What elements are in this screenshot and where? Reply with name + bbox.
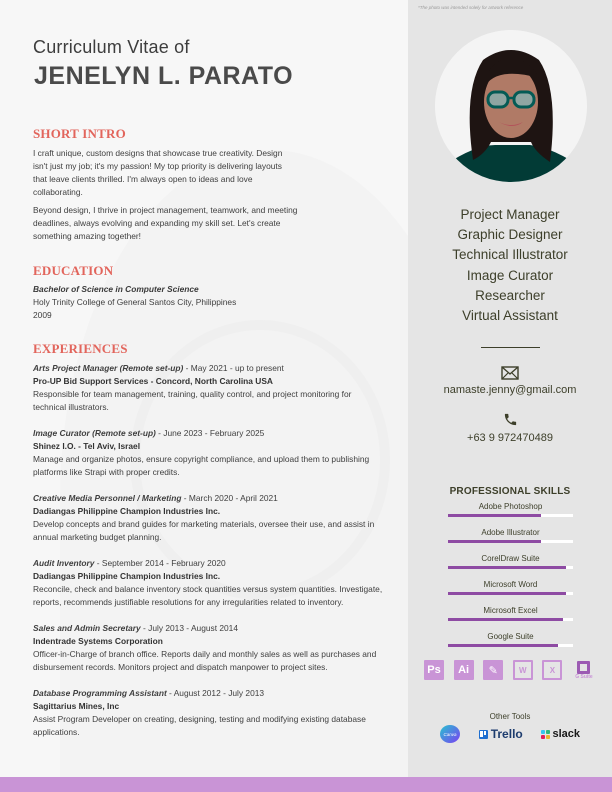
excel-icon: X: [542, 660, 562, 680]
company: Shinez I.O. - Tel Aviv, Israel: [33, 441, 141, 451]
skill-bar: [448, 501, 573, 517]
slack-icon: [541, 730, 550, 739]
job-period: - June 2023 - February 2025: [155, 428, 265, 438]
company: Pro-UP Bid Support Services - Concord, North Carolina USA: [33, 376, 273, 386]
envelope-icon: [408, 366, 612, 385]
skill-label: Google Suite: [487, 632, 534, 641]
company: Indentrade Systems Corporation: [33, 636, 163, 646]
skill-bar: [448, 605, 573, 621]
title-item: Researcher: [475, 287, 545, 303]
skill-fill: [448, 592, 566, 595]
slack-logo: [541, 728, 580, 740]
experience-item: [33, 557, 383, 609]
company: Sagittarius Mines, Inc: [33, 701, 120, 711]
graduation-year: 2009: [33, 310, 52, 320]
skill-fill: [448, 540, 541, 543]
job-role: Sales and Admin Secretary: [33, 623, 141, 633]
software-icons: [424, 657, 596, 683]
slack-label: slack: [552, 728, 580, 740]
title-item: Image Curator: [466, 267, 554, 283]
title-item: Project Manager: [460, 207, 560, 222]
degree: Bachelor of Science in Computer Science: [33, 284, 199, 294]
skill-label: Adobe Photoshop: [478, 502, 543, 511]
trello-label: Trello: [490, 727, 523, 741]
experience-item: [33, 427, 383, 479]
skill-track: [448, 540, 573, 543]
job-role: Database Programming Assistant: [33, 688, 167, 698]
job-description: Assist Program Developer on creating, designing, testing and modifying existing database applications.: [33, 714, 366, 737]
skill-bar: [448, 579, 573, 595]
word-icon: W: [513, 660, 533, 680]
phone-icon: [408, 412, 612, 432]
skill-label: CorelDraw Suite: [481, 554, 540, 563]
job-period: - March 2020 - April 2021: [181, 493, 278, 503]
experience-list: [33, 362, 383, 752]
job-period: - July 2013 - August 2014: [140, 623, 238, 633]
gsuite-mark: [577, 661, 590, 674]
skill-label: Adobe Illustrator: [481, 528, 540, 537]
coreldraw-icon: ✎: [483, 660, 503, 680]
job-role: Arts Project Manager (Remote set-up): [33, 363, 184, 373]
skill-track: [448, 514, 573, 517]
intro-paragraph: I craft unique, custom designs that showcase true creativity. Design isn't just my job; it's my passion! My top priority is delivering layouts that leave clients thrilled. I'm always open to ideas and love collaborating.: [33, 148, 283, 197]
avatar-illustration: [435, 30, 587, 182]
education-entry: [33, 283, 236, 322]
skill-label: Microsoft Word: [483, 580, 538, 589]
skill-fill: [448, 566, 566, 569]
intro-paragraph: Beyond design, I thrive in project management, teamwork, and meeting deadlines, always evolving and expanding my skill set. Let's create something amazing together!: [33, 205, 298, 241]
gsuite-label: G Suite: [575, 673, 593, 680]
cv-subtitle: Curriculum Vitae of: [33, 37, 190, 57]
canva-icon: Canva: [440, 725, 460, 743]
job-role: Audit Inventory: [33, 558, 95, 568]
skills-heading: PROFESSIONAL SKILLS: [449, 486, 571, 497]
short-intro-text: [33, 147, 298, 243]
skill-bar: [448, 631, 573, 647]
candidate-name: JENELYN L. PARATO: [34, 62, 294, 90]
job-description: Develop concepts and brand guides for marketing materials, oversee their use, and assist in annual marketing budget planning.: [33, 519, 375, 542]
job-description: Manage and organize photos, ensure copyright compliance, and upload them to publishing platforms like Strapi with proper credits.: [33, 454, 370, 477]
job-period: - May 2021 - up to present: [183, 363, 284, 373]
skill-label: Microsoft Excel: [483, 606, 538, 615]
job-description: Responsible for team management, training, quality control, and project monitoring for technical illustrators.: [33, 389, 352, 412]
photo-disclaimer: *The photo was intended solely for artwork reference: [418, 5, 524, 10]
company: Dadiangas Philippine Champion Industries Inc.: [33, 506, 221, 516]
trello-logo: [479, 727, 523, 741]
experience-item: [33, 362, 383, 414]
email-link[interactable]: namaste.jenny@gmail.com: [443, 384, 577, 396]
education-heading: EDUCATION: [33, 263, 114, 278]
skill-bar: [448, 527, 573, 543]
job-period: - August 2012 - July 2013: [166, 688, 265, 698]
other-tools-logos: [440, 725, 580, 743]
skill-track: [448, 566, 573, 569]
photoshop-icon: Ps: [424, 660, 444, 680]
experiences-heading: EXPERIENCES: [33, 341, 128, 356]
job-period: - September 2014 - February 2020: [94, 558, 226, 568]
job-description: Reconcile, check and balance inventory stock quantities versus system quantities. Investigate, reports, recommends justifiable resolutions for any irregularities related to inventory.: [33, 584, 383, 607]
skill-bar: [448, 553, 573, 569]
title-item: Graphic Designer: [457, 227, 563, 243]
illustrator-icon: Ai: [454, 660, 474, 680]
short-intro-heading: SHORT INTRO: [33, 126, 126, 141]
sidebar-divider: [481, 347, 540, 348]
skill-track: [448, 592, 573, 595]
phone-number: +63 9 972470489: [467, 432, 553, 444]
title-item: Technical Illustrator: [452, 247, 568, 263]
skill-track: [448, 618, 573, 621]
avatar-portrait-icon: [435, 30, 587, 182]
company: Dadiangas Philippine Champion Industries Inc.: [33, 571, 221, 581]
job-description: Officer-in-Charge of branch office. Reports daily and monthly sales as well as purchases and disbursement records. Monitors project and dispatch manpower to project sites.: [33, 649, 377, 672]
skill-track: [448, 644, 573, 647]
experience-item: [33, 687, 383, 739]
professional-titles: [408, 205, 612, 326]
job-role: Creative Media Personnel / Marketing: [33, 493, 182, 503]
skill-fill: [448, 618, 563, 621]
trello-icon: [479, 730, 488, 739]
footer-band: [0, 777, 612, 792]
skill-fill: [448, 514, 541, 517]
title-item: Virtual Assistant: [462, 308, 558, 324]
skill-fill: [448, 644, 558, 647]
job-role: Image Curator (Remote set-up): [33, 428, 156, 438]
experience-item: [33, 492, 383, 544]
school: Holy Trinity College of General Santos City, Philippines: [33, 297, 237, 307]
experience-item: [33, 622, 383, 674]
gsuite-icon: [572, 660, 596, 680]
other-tools-heading: Other Tools: [489, 712, 531, 721]
